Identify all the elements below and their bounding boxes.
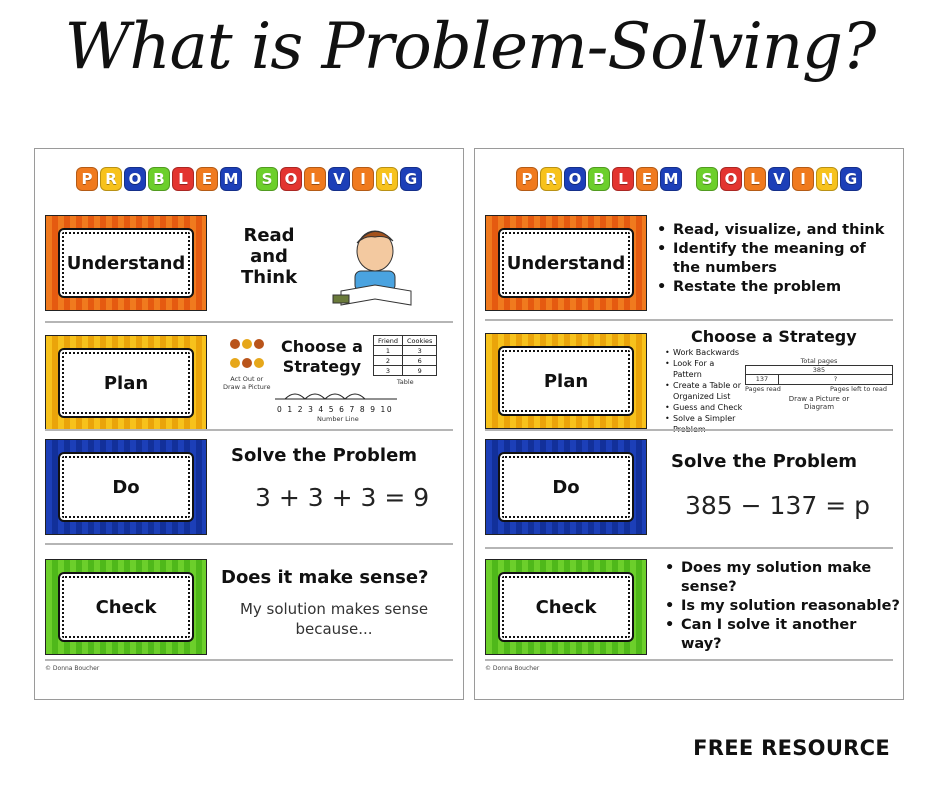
header-letter-tile: M (660, 167, 682, 191)
understand-bullets: • Read, visualize, and think • Identify the meaning of the numbers • Restate the problem (657, 221, 897, 297)
plan-row: Plan Act Out or Draw a Picture Choose a Strategy Friend Cookies 1 3 2 6 3 9 Table 0 1 2 3 4 5 6 7 8 9 10 Number Line (45, 335, 453, 435)
header-letter-tile: I (352, 167, 374, 191)
header-letter-tile: L (304, 167, 326, 191)
understand-row (485, 215, 893, 315)
header-letter-tile: B (148, 167, 170, 191)
check-card: Check (45, 559, 207, 655)
table-row (374, 366, 437, 376)
strategy-list: • Work Backwards • Look For a Pattern • Create a Table or Organized List • Guess and Check • Solve a Simpler (665, 347, 745, 435)
table-header-cell: Cookies (403, 336, 437, 346)
divider (485, 429, 893, 431)
header-letter-tile: E (196, 167, 218, 191)
understand-card: Understand (45, 215, 207, 311)
check-card: Check (485, 559, 647, 655)
check-row (485, 559, 900, 659)
table-row (374, 346, 437, 356)
plan-row: Plan Choose a Strategy • Work Backwards • Look For a Pattern • Create a Table or Organized List • Guess and Check • Solve a Simpler Total pages 385 137 ? Pages read Pages left to read Draw a Picture or Diagram (485, 333, 893, 437)
plan-card: Plan (485, 333, 647, 429)
header-letter-tile: L (744, 167, 766, 191)
header-letter-tile: N (816, 167, 838, 191)
divider (45, 543, 453, 545)
poster-right: P R O B L E M S O L V I N G Understand • Read, visualize, and think • Identify the meaning of the numbers • Restate the problem Plan Choose a Strategy • Work Backwards • Look For a Pattern • Create a Table or Organized List • Guess and Check • Solve a Simpler Total pages 385 137 ? Pages read Pages left to read Draw a Picture or Diagram Do Solve the Problem 385 − 137 = p Check • Does my solution make sense? • Is my solution reasonable? • Can I solve it another way? © Donna Boucher (474, 148, 904, 700)
header-letter-tile: R (540, 167, 562, 191)
choose-strategy-label: Choose a Strategy (281, 337, 363, 376)
header-letter-tile: V (328, 167, 350, 191)
divider (45, 321, 453, 323)
problem-solving-header (475, 167, 903, 191)
poster-left: P R O B L E M S O L V I N G Understand Read and Think Plan Act Out or Draw a Picture Choose a Strategy Friend Cookies 1 3 2 6 3 9 Table 0 1 2 3 4 5 6 7 8 9 10 Number Line Do Solve the Problem 3 + 3 + 3 = 9 Check Does it make sense? My solution makes sense because... © Donna Boucher (34, 148, 464, 700)
plan-card: Plan (45, 335, 207, 431)
header-letter-tile: O (720, 167, 742, 191)
header-letter-tile: O (280, 167, 302, 191)
header-letter-tile: L (172, 167, 194, 191)
header-letter-tile: S (256, 167, 278, 191)
friend-cookies-table: Friend Cookies 1 3 2 6 3 9 Table (373, 335, 437, 386)
read-and-think: Read and Think (241, 225, 298, 288)
header-letter-tile: M (220, 167, 242, 191)
header-letter-tile: G (400, 167, 422, 191)
divider (485, 659, 893, 661)
divider (45, 659, 453, 661)
header-letter-tile: B (588, 167, 610, 191)
header-letter-tile: S (696, 167, 718, 191)
table-cell: 2 (374, 356, 403, 366)
table-row (374, 356, 437, 366)
header-letter-tile: E (636, 167, 658, 191)
act-out-caption: Act Out or Draw a Picture (223, 375, 271, 391)
page-title: What is Problem-Solving? (64, 10, 876, 84)
understand-card: Understand (485, 215, 647, 311)
header-letter-tile: L (612, 167, 634, 191)
header-letter-tile: N (376, 167, 398, 191)
header-letter-tile: I (792, 167, 814, 191)
divider (485, 319, 893, 321)
do-card: Do (45, 439, 207, 535)
divider (485, 547, 893, 549)
header-letter-tile: V (768, 167, 790, 191)
understand-row (45, 215, 453, 315)
bar-model-diagram: Total pages 385 137 ? Pages read Pages left to read Draw a Picture or Diagram (745, 357, 893, 411)
check-note: My solution makes sense because... (239, 600, 429, 638)
table-cell: 3 (374, 366, 403, 376)
do-row: Do Solve the Problem 3 + 3 + 3 = 9 (45, 439, 453, 539)
table-cell: 1 (374, 346, 403, 356)
header-letter-tile: O (564, 167, 586, 191)
table-cell: 6 (403, 356, 437, 366)
do-card: Do (485, 439, 647, 535)
check-row: Check Does it make sense? My solution makes sense because... (45, 559, 453, 659)
header-spacer (684, 167, 694, 191)
check-bullets: • Does my solution make sense? • Is my solution reasonable? • Can I solve it another way? (665, 559, 905, 654)
header-letter-tile: P (516, 167, 538, 191)
header-letter-tile: G (840, 167, 862, 191)
table-cell: 9 (403, 366, 437, 376)
divider (45, 429, 453, 431)
table-cell: 3 (403, 346, 437, 356)
header-letter-tile: R (100, 167, 122, 191)
reading-boy-icon (331, 221, 421, 309)
table-header-cell: Friend (374, 336, 403, 346)
number-line-icon (271, 389, 401, 403)
free-resource-label: FREE RESOURCE (693, 736, 890, 760)
do-row: Do Solve the Problem 385 − 137 = p (485, 439, 893, 539)
header-spacer (244, 167, 254, 191)
counters-icon (229, 335, 269, 373)
header-letter-tile: P (76, 167, 98, 191)
problem-solving-header (35, 167, 463, 191)
header-letter-tile: O (124, 167, 146, 191)
